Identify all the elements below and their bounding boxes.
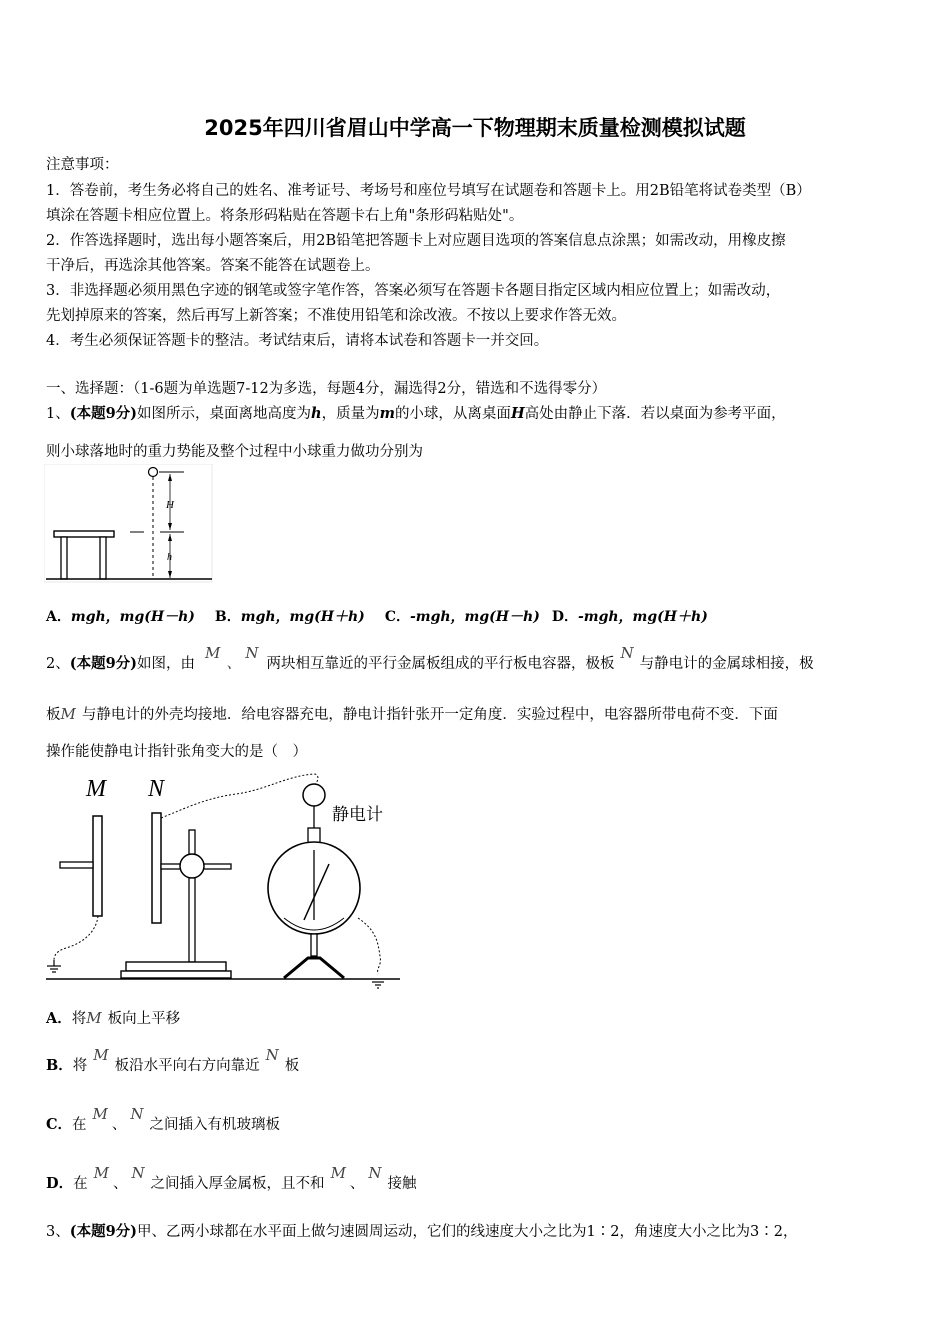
stem-text: 如图所示，桌面离地高度为 xyxy=(137,406,312,422)
symbol-h: h xyxy=(311,405,322,422)
notice-heading: 注意事项： xyxy=(46,157,119,173)
question-number: 1、 xyxy=(46,406,70,422)
table-leg xyxy=(61,537,67,579)
symbol-N: N xyxy=(368,1164,382,1182)
stand-base xyxy=(126,962,226,971)
stem-text: 甲、乙两小球都在水平面上做匀速圆周运动，它们的线速度大小之比为1∶2，角速度大小之比为3∶2， xyxy=(137,1224,798,1240)
question-1-options xyxy=(46,606,708,626)
arrow-up-icon xyxy=(168,534,172,541)
plate-n xyxy=(152,813,161,923)
question-2-option-b[interactable] xyxy=(46,1046,300,1075)
symbol-N: N xyxy=(131,1164,145,1182)
stem-text: 两块相互靠近的平行金属板组成的平行板电容器，极板 xyxy=(266,656,615,672)
question-2-stem-line2 xyxy=(46,703,778,724)
table-top xyxy=(54,531,114,537)
option-key: B． xyxy=(214,609,241,625)
stand-base xyxy=(121,971,231,978)
stand-pole-top xyxy=(189,830,195,854)
question-score: (本题9分) xyxy=(69,1223,138,1240)
question-2-option-d[interactable] xyxy=(46,1164,417,1193)
arrow-down-icon xyxy=(168,523,172,530)
clamp-knob xyxy=(180,854,204,878)
electrometer-base xyxy=(284,958,344,978)
option-key: A． xyxy=(46,609,71,625)
symbol-N: N xyxy=(245,644,259,662)
option-a[interactable]: mgh，mg(H－h) xyxy=(70,609,195,625)
question-2-stem xyxy=(46,644,814,673)
question-number: 2、 xyxy=(46,656,70,672)
symbol-N: N xyxy=(620,644,634,662)
symbol-M: M xyxy=(60,705,76,723)
option-key: A． xyxy=(46,1010,72,1027)
stand-pole xyxy=(189,878,195,962)
stem-text: 如图，由 xyxy=(137,656,196,672)
plate-m xyxy=(93,816,102,916)
option-text: 板 xyxy=(284,1058,300,1074)
stem-text: 与静电计的外壳均接地．给电容器充电，静电计指针张开一定角度．实验过程中，电容器所带电荷不变．下面 xyxy=(81,707,778,723)
stem-text: 的小球，从离桌面 xyxy=(394,406,511,422)
question-2-stem-line3: 操作能使静电计指针张角变大的是（ ） xyxy=(46,744,307,760)
notice-line: 2．作答选择题时，选出每小题答案后，用2B铅笔把答题卡上对应题目选项的答案信息点涂黑；如需改动，用橡皮擦 xyxy=(46,233,786,249)
electrometer-stem xyxy=(311,934,317,956)
option-text: 板沿水平向右方向靠近 xyxy=(114,1058,260,1074)
symbol-m: m xyxy=(379,405,395,422)
symbol-N: N xyxy=(265,1046,279,1064)
question-3-stem xyxy=(46,1220,797,1241)
notice-line: 填涂在答题卡相应位置上。将条形码粘贴在答题卡右上角"条形码粘贴处"。 xyxy=(46,208,524,224)
notice-line: 1．答卷前，考生务必将自己的姓名、准考证号、考场号和座位号填写在试题卷和答题卡上。用2B铅笔将试卷类型（B） xyxy=(46,183,811,199)
option-text: 之间插入厚金属板，且不和 xyxy=(150,1176,325,1192)
section-heading: 一、选择题：（1-6题为单选题7-12为多选，每题4分，漏选得2分，错选和不选得零分） xyxy=(46,381,607,397)
question-2-option-c[interactable] xyxy=(46,1105,281,1134)
option-text: 将 xyxy=(72,1058,88,1074)
question-number: 3、 xyxy=(46,1224,70,1240)
question-score: (本题9分) xyxy=(69,655,138,672)
symbol-M: M xyxy=(93,1164,109,1182)
symbol-M: M xyxy=(86,1009,102,1027)
option-key: D． xyxy=(551,609,578,625)
option-c[interactable]: -mgh，mg(H－h) xyxy=(409,609,540,625)
symbol-M: M xyxy=(93,1046,109,1064)
symbol-M: M xyxy=(205,644,221,662)
page-title: 2025年四川省眉山中学高一下物理期末质量检测模拟试题 xyxy=(204,116,746,140)
option-key: B． xyxy=(46,1057,73,1074)
h-label: h xyxy=(167,552,172,563)
symbol-N: N xyxy=(130,1105,144,1123)
stem-text: ，质量为 xyxy=(321,406,380,422)
connecting-wire xyxy=(161,774,318,818)
option-d[interactable]: -mgh，mg(H＋h) xyxy=(577,609,708,625)
option-text: 在 xyxy=(72,1117,87,1133)
notice-line: 4．考生必须保证答题卡的整洁。考试结束后，请将本试卷和答题卡一并交回。 xyxy=(46,333,549,349)
notice-line: 干净后，再选涂其他答案。答案不能答在试题卷上。 xyxy=(46,258,380,274)
notice-line: 先划掉原来的答案，然后再写上新答案；不准使用铅笔和涂改液。不按以上要求作答无效。 xyxy=(46,308,626,324)
question-1-stem-line2: 则小球落地时的重力势能及整个过程中小球重力做功分别为 xyxy=(46,444,423,460)
option-key: C． xyxy=(46,1116,73,1133)
option-text: 、 xyxy=(349,1176,365,1192)
stem-text: 高处由静止下落．若以桌面为参考平面， xyxy=(524,406,786,422)
question-2-option-a[interactable] xyxy=(46,1007,180,1028)
arrow-up-icon xyxy=(168,474,172,481)
symbol-H: H xyxy=(510,405,525,422)
electrometer-label: 静电计 xyxy=(332,805,383,824)
option-text: 、 xyxy=(112,1176,128,1192)
ground-wire xyxy=(358,918,380,974)
table-drop-figure xyxy=(44,464,216,586)
figure-frame xyxy=(44,464,212,582)
table-leg xyxy=(100,537,106,579)
option-text: 将 xyxy=(71,1011,87,1027)
option-key: D． xyxy=(46,1175,74,1192)
option-text: 之间插入有机玻璃板 xyxy=(149,1117,281,1133)
H-label: H xyxy=(166,499,174,511)
electrometer-ball xyxy=(303,784,325,806)
question-score: (本题9分) xyxy=(69,405,138,422)
stem-text: 与静电计的金属球相接，极 xyxy=(639,656,814,672)
option-b[interactable]: mgh，mg(H＋h) xyxy=(240,609,365,625)
stem-text: 、 xyxy=(226,654,242,672)
option-text: 、 xyxy=(111,1117,127,1133)
electrometer-figure xyxy=(46,768,400,992)
ground-wire xyxy=(54,916,98,960)
symbol-M: M xyxy=(330,1164,346,1182)
ball-icon xyxy=(149,468,158,477)
M-plate-label: M xyxy=(86,776,106,802)
plate-m-handle xyxy=(60,862,93,868)
option-text: 接触 xyxy=(387,1176,417,1192)
stem-text: 板 xyxy=(46,707,61,723)
symbol-M: M xyxy=(92,1105,108,1123)
option-text: 在 xyxy=(73,1176,88,1192)
N-plate-label: N xyxy=(148,776,165,802)
question-1-stem xyxy=(46,402,786,423)
option-key: C． xyxy=(384,609,410,625)
arrow-down-icon xyxy=(168,571,172,578)
option-text: 板向上平移 xyxy=(107,1011,181,1027)
notice-line: 3．非选择题必须用黑色字迹的钢笔或签字笔作答，答案必须写在答题卡各题目指定区域内相应位置上；如需改动， xyxy=(46,283,781,299)
